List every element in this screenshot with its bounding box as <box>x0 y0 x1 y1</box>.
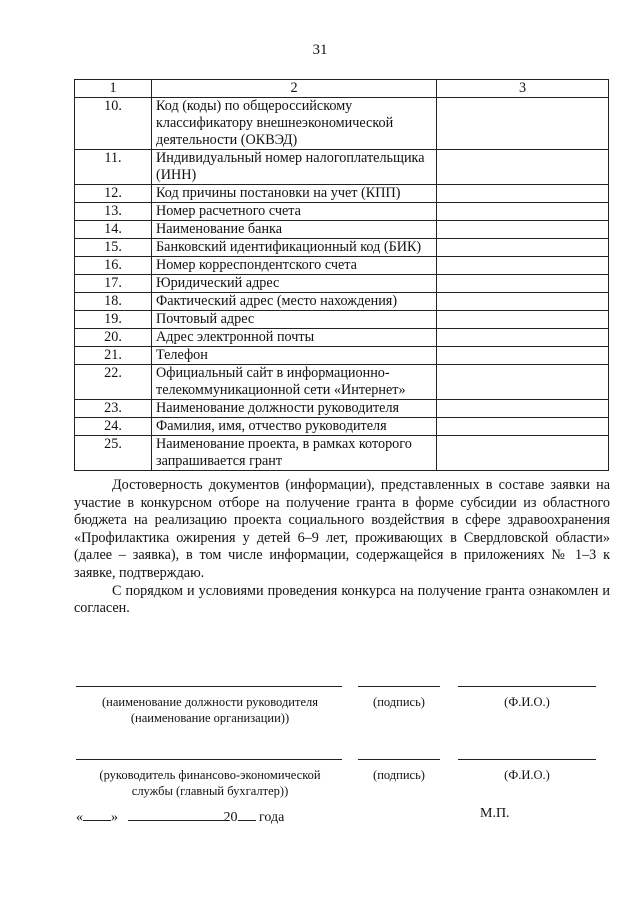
row-label: Наименование проекта, в рамках которого запрашивается грант <box>152 436 437 471</box>
table-row <box>75 436 609 471</box>
row-label: Юридический адрес <box>152 275 437 293</box>
signature-caption: (подпись) <box>373 695 425 709</box>
table-row <box>75 347 609 365</box>
row-label: Фактический адрес (место нахождения) <box>152 293 437 311</box>
row-value-cell[interactable] <box>437 150 609 185</box>
table-row <box>75 293 609 311</box>
certification-paragraph: Достоверность документов (информации), представленных в составе заявки на участие в конкурсном отборе на получение гранта в форме субсидии из областного бюджета на реализацию проекта социального воздействия в сфере здравоохранения «Профилактика ожирения у детей 6–9 лет, проживающих в Свердловской области» (далее – заявка), в том числе информации, содержащейся в приложениях № 1–3 к заявке, подтверждаю. <box>74 477 610 581</box>
table-row <box>75 150 609 185</box>
row-value-cell[interactable] <box>437 239 609 257</box>
row-value-cell[interactable] <box>437 98 609 150</box>
row-number: 25. <box>75 436 152 471</box>
accountant-signature-line <box>358 759 440 760</box>
row-number: 16. <box>75 257 152 275</box>
year-blank[interactable] <box>238 806 256 821</box>
table-row <box>75 329 609 347</box>
row-value-cell[interactable] <box>437 293 609 311</box>
row-value-cell[interactable] <box>437 365 609 400</box>
row-number: 24. <box>75 418 152 436</box>
row-value-cell[interactable] <box>437 329 609 347</box>
column-header-3: 3 <box>437 80 609 98</box>
applicant-details-table <box>74 79 609 471</box>
accountant-name-line <box>458 759 596 760</box>
row-value-cell[interactable] <box>437 203 609 221</box>
row-value-cell[interactable] <box>437 257 609 275</box>
row-label: Наименование должности руководителя <box>152 400 437 418</box>
row-label: Фамилия, имя, отчество руководителя <box>152 418 437 436</box>
row-label: Телефон <box>152 347 437 365</box>
row-value-cell[interactable] <box>437 311 609 329</box>
row-number: 12. <box>75 185 152 203</box>
row-label: Индивидуальный номер налогоплательщика (ИНН) <box>152 150 437 185</box>
column-header-2: 2 <box>152 80 437 98</box>
signature-line <box>358 686 440 687</box>
row-number: 13. <box>75 203 152 221</box>
year-suffix: года <box>259 810 285 825</box>
position-signature-line <box>76 686 342 687</box>
row-value-cell[interactable] <box>437 347 609 365</box>
table-row <box>75 418 609 436</box>
column-header-1: 1 <box>75 80 152 98</box>
row-label: Номер расчетного счета <box>152 203 437 221</box>
date-field <box>76 806 284 826</box>
row-number: 20. <box>75 329 152 347</box>
table-row <box>75 221 609 239</box>
table-row <box>75 239 609 257</box>
row-number: 10. <box>75 98 152 150</box>
row-label: Код причины постановки на учет (КПП) <box>152 185 437 203</box>
month-blank[interactable] <box>128 806 224 821</box>
row-value-cell[interactable] <box>437 275 609 293</box>
row-value-cell[interactable] <box>437 418 609 436</box>
table-row <box>75 311 609 329</box>
row-label: Код (коды) по общероссийскому классификатору внешнеэкономической деятельности (ОКВЭД) <box>152 98 437 150</box>
table-row <box>75 275 609 293</box>
accountant-signature-caption: (подпись) <box>373 768 425 782</box>
year-prefix: 20 <box>223 810 238 825</box>
row-number: 22. <box>75 365 152 400</box>
row-number: 11. <box>75 150 152 185</box>
row-value-cell[interactable] <box>437 436 609 471</box>
row-number: 19. <box>75 311 152 329</box>
row-number: 18. <box>75 293 152 311</box>
row-number: 17. <box>75 275 152 293</box>
table-header-row <box>75 80 609 98</box>
row-label: Адрес электронной почты <box>152 329 437 347</box>
table-row <box>75 185 609 203</box>
accountant-position-line <box>76 759 342 760</box>
row-number: 23. <box>75 400 152 418</box>
row-label: Наименование банка <box>152 221 437 239</box>
row-number: 14. <box>75 221 152 239</box>
table-row <box>75 98 609 150</box>
agreement-paragraph: С порядком и условиями проведения конкурса на получение гранта ознакомлен и согласен. <box>74 582 610 617</box>
table-row <box>75 203 609 221</box>
date-close-quote: » <box>111 810 118 825</box>
row-label: Номер корреспондентского счета <box>152 257 437 275</box>
accountant-name-caption: (Ф.И.О.) <box>504 768 550 782</box>
row-value-cell[interactable] <box>437 185 609 203</box>
name-signature-line <box>458 686 596 687</box>
row-label: Официальный сайт в информационно-телекоммуникационной сети «Интернет» <box>152 365 437 400</box>
position-caption: (наименование должности руководителя (наименование организации)) <box>102 695 318 725</box>
declaration-text <box>74 477 610 618</box>
row-label: Банковский идентификационный код (БИК) <box>152 239 437 257</box>
row-number: 15. <box>75 239 152 257</box>
date-open-quote: « <box>76 810 83 825</box>
name-caption: (Ф.И.О.) <box>504 695 550 709</box>
stamp-place: М.П. <box>480 806 510 821</box>
table-row <box>75 400 609 418</box>
accountant-position-caption: (руководитель финансово-экономической службы (главный бухгалтер)) <box>99 768 321 798</box>
row-value-cell[interactable] <box>437 400 609 418</box>
table-row <box>75 257 609 275</box>
table-row <box>75 365 609 400</box>
page-number: 31 <box>312 42 328 58</box>
day-blank[interactable] <box>83 806 111 821</box>
row-value-cell[interactable] <box>437 221 609 239</box>
row-label: Почтовый адрес <box>152 311 437 329</box>
row-number: 21. <box>75 347 152 365</box>
